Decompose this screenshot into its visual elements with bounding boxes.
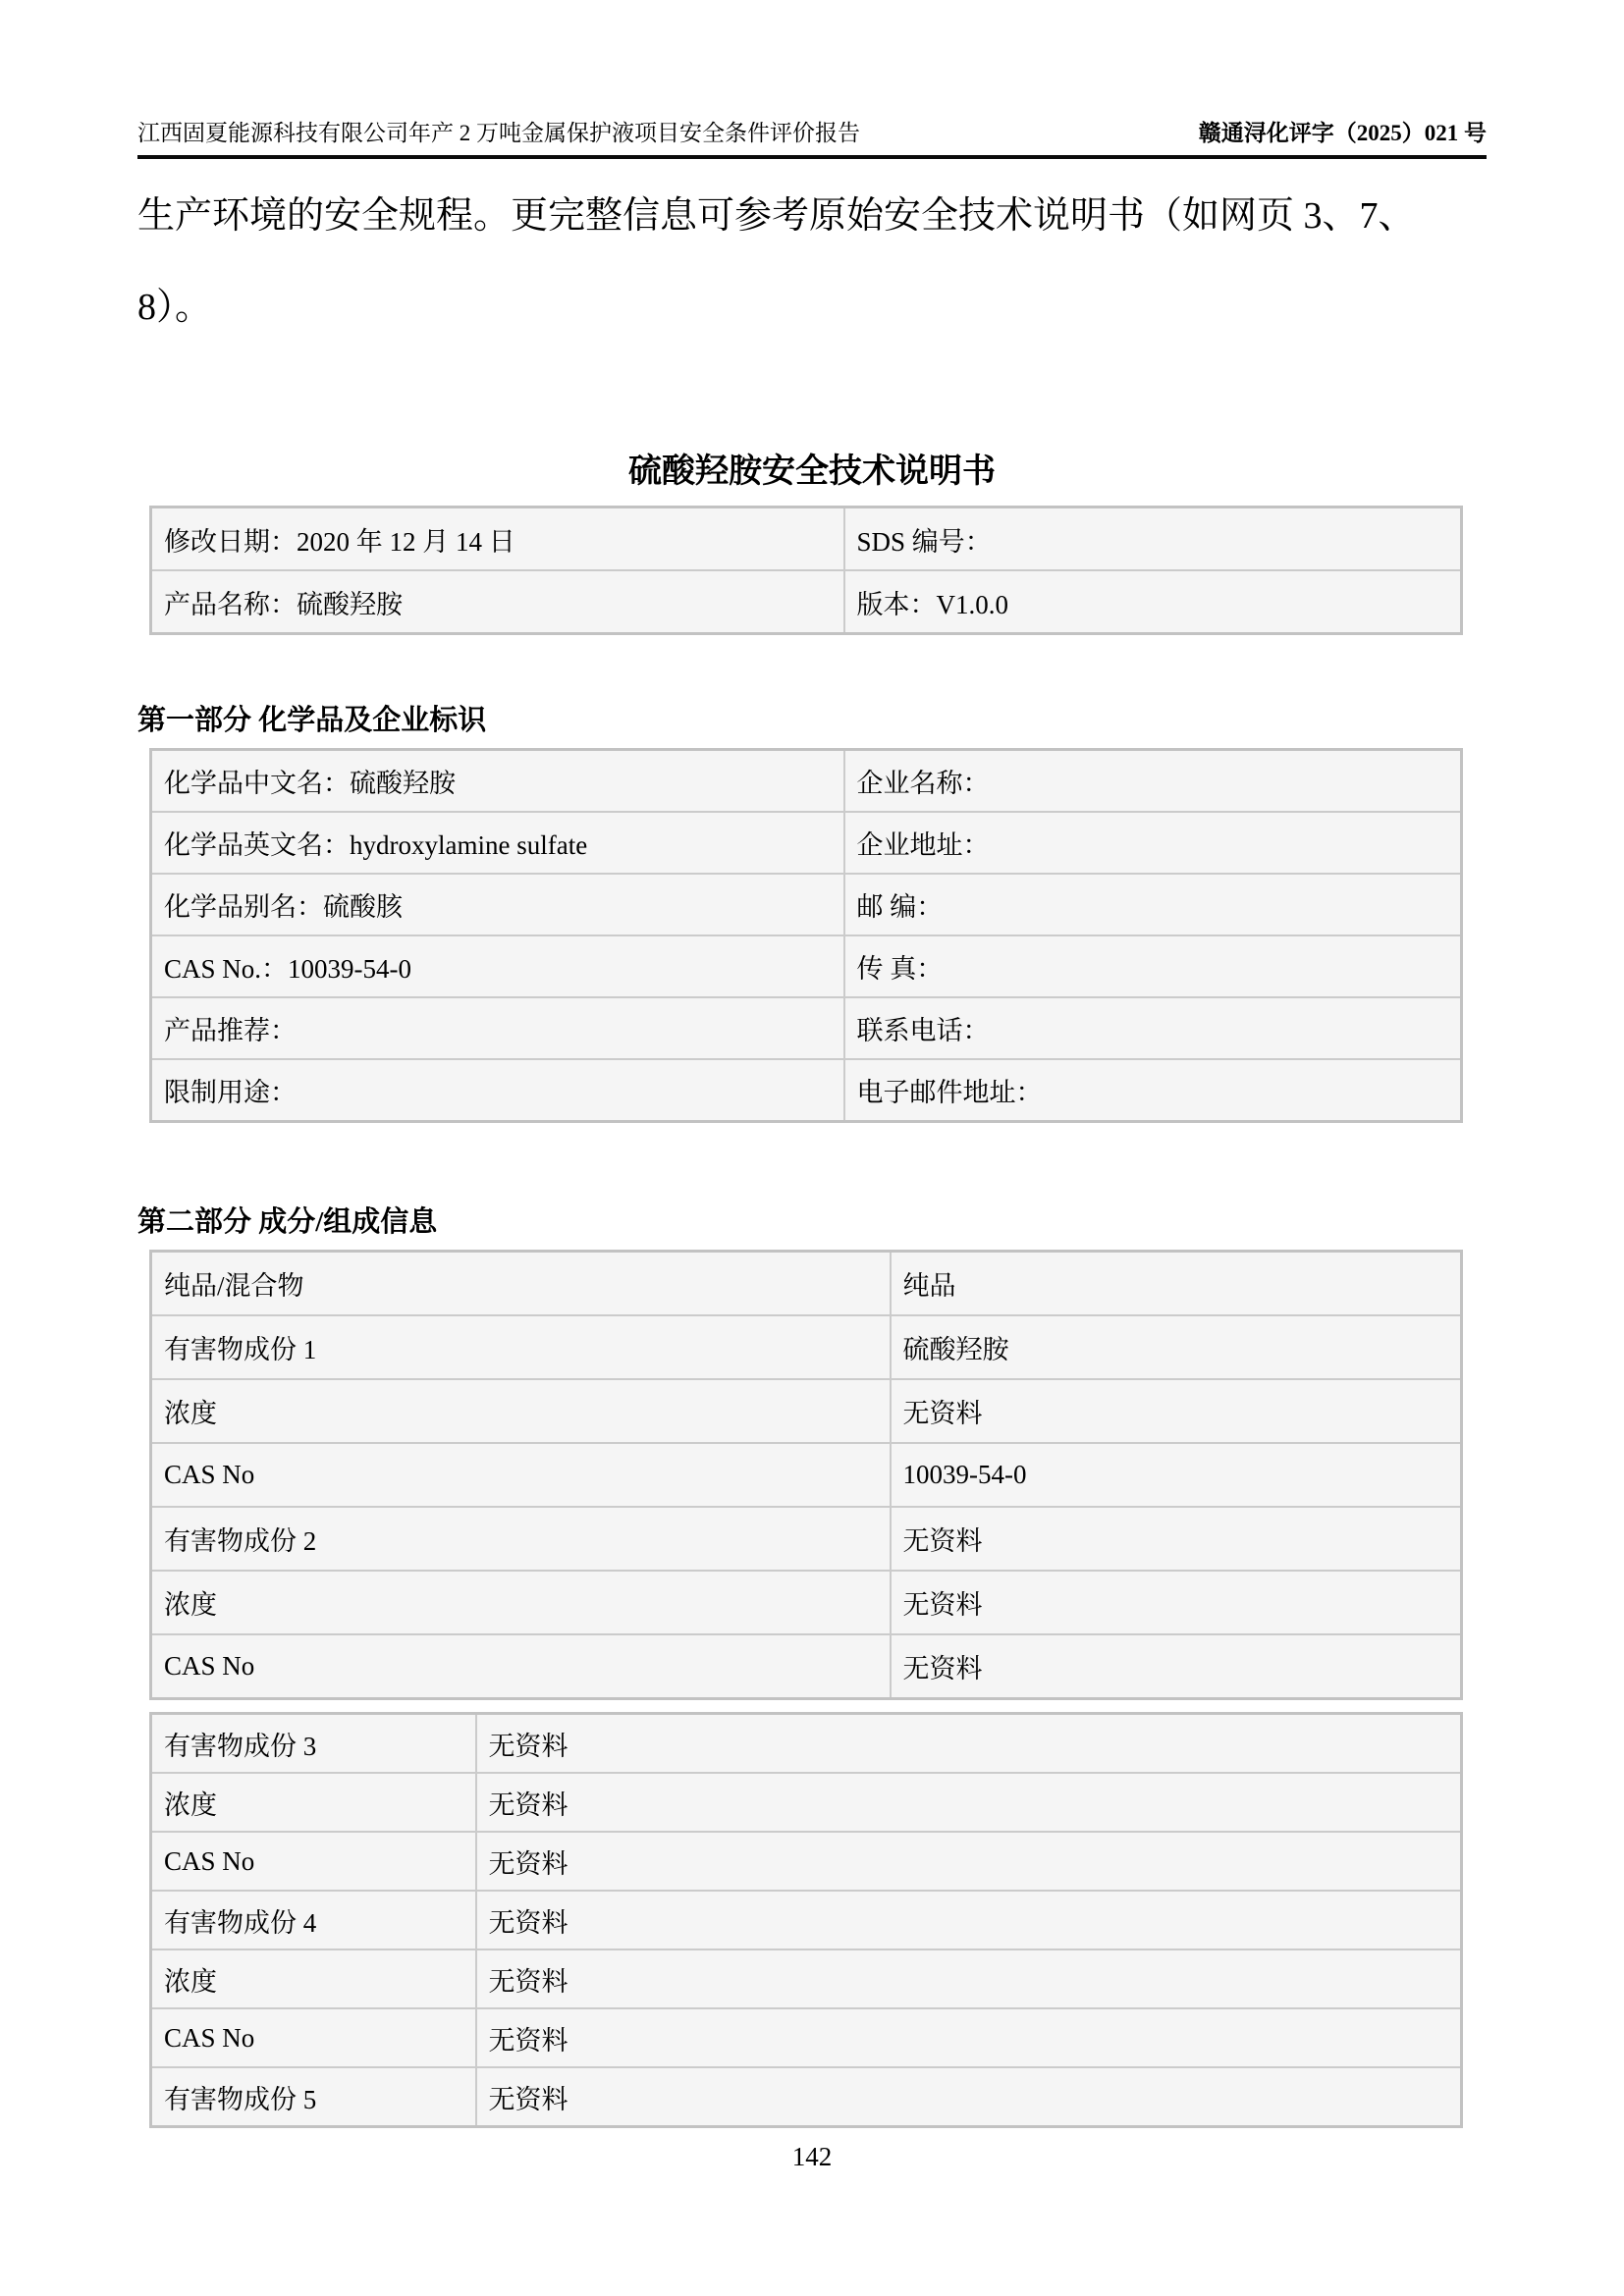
table-gap (137, 1700, 1487, 1712)
table-cell: 化学品别名：硫酸胲 (151, 874, 844, 935)
table-cell: CAS No (151, 2008, 476, 2067)
table-row (151, 1832, 1462, 1891)
table-row (151, 507, 1462, 571)
table-row (151, 1891, 1462, 1949)
table-row (151, 997, 1462, 1059)
table-cell: 无资料 (476, 1714, 1462, 1774)
table-cell: 无资料 (476, 1773, 1462, 1832)
header-report-title: 江西固夏能源科技有限公司年产 2 万吨金属保护液项目安全条件评价报告 (137, 121, 860, 145)
intro-line: 8）。 (137, 287, 213, 328)
table-row (151, 570, 1462, 634)
page-header (137, 0, 1487, 159)
table-cell: 浓度 (151, 1379, 891, 1443)
table-cell: 有害物成份 1 (151, 1315, 891, 1379)
table-cell: 有害物成份 5 (151, 2067, 476, 2127)
table-cell: CAS No (151, 1443, 891, 1507)
table-cell: 化学品英文名：hydroxylamine sulfate (151, 812, 844, 874)
table-row (151, 1634, 1462, 1699)
doc-title: 硫酸羟胺安全技术说明书 (628, 454, 996, 490)
section1-heading: 第一部分 化学品及企业标识 (137, 705, 487, 736)
table-cell: 10039-54-0 (891, 1443, 1462, 1507)
table-cell: 无资料 (476, 1891, 1462, 1949)
table-cell: 联系电话： (844, 997, 1462, 1059)
table-row (151, 1443, 1462, 1507)
table-row (151, 1773, 1462, 1832)
table-cell: 无资料 (891, 1379, 1462, 1443)
intro-paragraph (137, 171, 1487, 353)
table-cell: 有害物成份 4 (151, 1891, 476, 1949)
table-row (151, 812, 1462, 874)
table-row (151, 1315, 1462, 1379)
table-cell: 化学品中文名：硫酸羟胺 (151, 750, 844, 813)
table-cell: 产品名称：硫酸羟胺 (151, 570, 844, 634)
table-cell: 产品推荐： (151, 997, 844, 1059)
table-cell: 无资料 (891, 1507, 1462, 1571)
table-cell: 纯品 (891, 1252, 1462, 1316)
table-cell: 限制用途： (151, 1059, 844, 1122)
table-cell: 版本：V1.0.0 (844, 570, 1462, 634)
table-row (151, 1949, 1462, 2008)
table-cell: SDS 编号： (844, 507, 1462, 571)
part2-table-components-continued (149, 1712, 1463, 2128)
table-cell: 无资料 (476, 2008, 1462, 2067)
table-cell: CAS No (151, 1634, 891, 1699)
table-cell: 无资料 (891, 1634, 1462, 1699)
table-row (151, 1714, 1462, 1774)
table-row (151, 2008, 1462, 2067)
section2-heading: 第二部分 成分/组成信息 (137, 1206, 438, 1238)
table-cell: 修改日期：2020 年 12 月 14 日 (151, 507, 844, 571)
table-row (151, 1059, 1462, 1122)
part1-table (149, 748, 1463, 1123)
table-cell: 企业名称： (844, 750, 1462, 813)
table-cell: CAS No.：10039-54-0 (151, 935, 844, 997)
table-cell: 邮 编： (844, 874, 1462, 935)
table-cell: 浓度 (151, 1571, 891, 1634)
table-cell: 有害物成份 3 (151, 1714, 476, 1774)
table-cell: 无资料 (476, 1832, 1462, 1891)
table-cell: 电子邮件地址： (844, 1059, 1462, 1122)
table-cell: 企业地址： (844, 812, 1462, 874)
table-cell: 浓度 (151, 1949, 476, 2008)
page-content (137, 0, 1487, 2128)
table-cell: 传 真： (844, 935, 1462, 997)
table-cell: 无资料 (476, 2067, 1462, 2127)
table-row (151, 1252, 1462, 1316)
table-row (151, 2067, 1462, 2127)
intro-line: 生产环境的安全规程。更完整信息可参考原始安全技术说明书（如网页 3、7、 (137, 195, 1416, 237)
table-row (151, 750, 1462, 813)
table-row (151, 1571, 1462, 1634)
table-cell: 无资料 (891, 1571, 1462, 1634)
meta-table (149, 506, 1463, 635)
table-cell: 无资料 (476, 1949, 1462, 2008)
table-row (151, 874, 1462, 935)
table-row (151, 935, 1462, 997)
page-number: 142 (791, 2142, 833, 2171)
table-cell: 浓度 (151, 1773, 476, 1832)
table-row (151, 1507, 1462, 1571)
table-cell: CAS No (151, 1832, 476, 1891)
header-reference-number: 赣通浔化评字（2025）021 号 (1198, 121, 1487, 145)
table-cell: 有害物成份 2 (151, 1507, 891, 1571)
part2-table-components (149, 1250, 1463, 1700)
table-cell: 纯品/混合物 (151, 1252, 891, 1316)
table-row (151, 1379, 1462, 1443)
table-cell: 硫酸羟胺 (891, 1315, 1462, 1379)
